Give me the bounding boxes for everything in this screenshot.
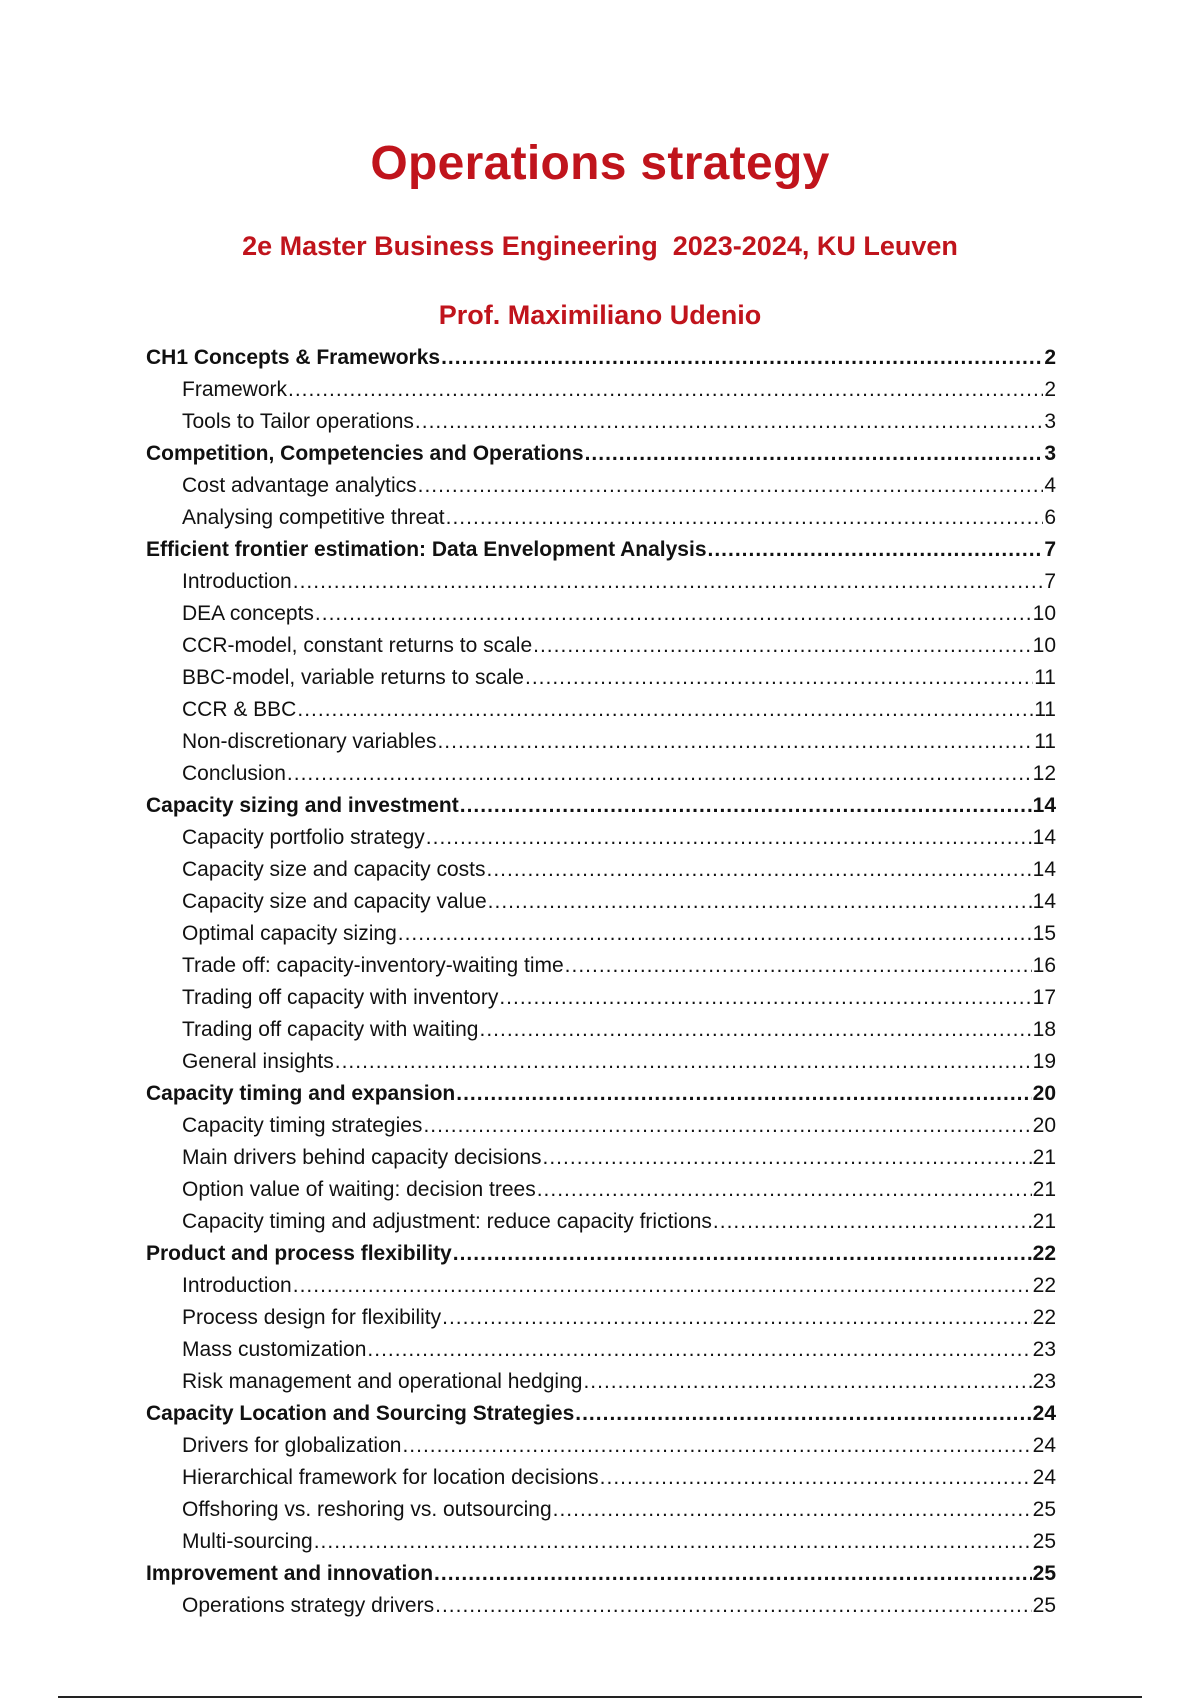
toc-entry-page-number: 24 bbox=[1032, 1434, 1056, 1457]
toc-leader-dots bbox=[713, 1206, 1032, 1238]
toc-leader-dots bbox=[415, 406, 1043, 438]
toc-chapter-entry[interactable] bbox=[146, 1078, 1056, 1110]
toc-entry-page-number: 18 bbox=[1032, 1018, 1056, 1041]
toc-entry-label: Introduction bbox=[182, 1274, 292, 1297]
document-author: Prof. Maximiliano Udenio bbox=[438, 300, 762, 330]
toc-section-entry[interactable] bbox=[146, 694, 1056, 726]
toc-section-entry[interactable] bbox=[146, 822, 1056, 854]
toc-entry-label: Improvement and innovation bbox=[146, 1562, 434, 1585]
table-of-contents bbox=[146, 342, 1056, 1622]
toc-entry-label: Drivers for globalization bbox=[182, 1434, 402, 1457]
toc-section-entry[interactable] bbox=[146, 854, 1056, 886]
toc-chapter-entry[interactable] bbox=[146, 1238, 1056, 1270]
toc-leader-dots bbox=[575, 1398, 1031, 1430]
toc-entry-label: Cost advantage analytics bbox=[182, 474, 417, 497]
toc-leader-dots bbox=[499, 982, 1031, 1014]
toc-section-entry[interactable] bbox=[146, 1366, 1056, 1398]
toc-entry-label: Mass customization bbox=[182, 1338, 367, 1361]
toc-entry-page-number: 4 bbox=[1044, 474, 1056, 497]
toc-leader-dots bbox=[293, 566, 1044, 598]
toc-leader-dots bbox=[287, 758, 1032, 790]
toc-section-entry[interactable] bbox=[146, 1174, 1056, 1206]
toc-entry-label: Process design for flexibility bbox=[182, 1306, 442, 1329]
toc-leader-dots bbox=[525, 662, 1033, 694]
toc-entry-label: Operations strategy drivers bbox=[182, 1594, 435, 1617]
toc-section-entry[interactable] bbox=[146, 950, 1056, 982]
toc-entry-label: Product and process flexibility bbox=[146, 1242, 452, 1265]
toc-entry-label: Main drivers behind capacity decisions bbox=[182, 1146, 542, 1169]
toc-entry-label: Optimal capacity sizing bbox=[182, 922, 397, 945]
toc-entry-page-number: 21 bbox=[1032, 1178, 1056, 1201]
toc-entry-page-number: 6 bbox=[1044, 506, 1056, 529]
toc-leader-dots bbox=[426, 822, 1032, 854]
toc-entry-page-number: 10 bbox=[1032, 602, 1056, 625]
document-title: Operations strategy bbox=[370, 137, 830, 190]
toc-leader-dots bbox=[488, 886, 1032, 918]
toc-entry-label: Introduction bbox=[182, 570, 292, 593]
toc-entry-page-number: 25 bbox=[1032, 1562, 1056, 1585]
toc-section-entry[interactable] bbox=[146, 662, 1056, 694]
toc-section-entry[interactable] bbox=[146, 406, 1056, 438]
toc-chapter-entry[interactable] bbox=[146, 342, 1056, 374]
toc-entry-page-number: 14 bbox=[1032, 794, 1056, 817]
toc-entry-label: Option value of waiting: decision trees bbox=[182, 1178, 536, 1201]
toc-entry-label: Trading off capacity with waiting bbox=[182, 1018, 479, 1041]
toc-leader-dots bbox=[315, 598, 1032, 630]
toc-entry-label: CH1 Concepts & Frameworks bbox=[146, 346, 441, 369]
toc-section-entry[interactable] bbox=[146, 1430, 1056, 1462]
toc-entry-page-number: 20 bbox=[1032, 1082, 1056, 1105]
toc-section-entry[interactable] bbox=[146, 1014, 1056, 1046]
toc-leader-dots bbox=[288, 374, 1043, 406]
toc-entry-page-number: 19 bbox=[1032, 1050, 1056, 1073]
bottom-divider bbox=[58, 1696, 1142, 1698]
toc-entry-label: CCR & BBC bbox=[182, 698, 297, 721]
toc-entry-page-number: 25 bbox=[1032, 1498, 1056, 1521]
toc-entry-page-number: 22 bbox=[1032, 1242, 1056, 1265]
toc-leader-dots bbox=[441, 342, 1043, 374]
toc-leader-dots bbox=[533, 630, 1032, 662]
toc-entry-page-number: 23 bbox=[1032, 1370, 1056, 1393]
toc-entry-page-number: 14 bbox=[1032, 890, 1056, 913]
toc-entry-label: CCR-model, constant returns to scale bbox=[182, 634, 533, 657]
toc-leader-dots bbox=[335, 1046, 1032, 1078]
toc-section-entry[interactable] bbox=[146, 470, 1056, 502]
toc-entry-page-number: 24 bbox=[1032, 1466, 1056, 1489]
toc-entry-label: Offshoring vs. reshoring vs. outsourcing bbox=[182, 1498, 552, 1521]
toc-entry-label: Competition, Competencies and Operations bbox=[146, 442, 584, 465]
toc-leader-dots bbox=[398, 918, 1032, 950]
toc-entry-label: Risk management and operational hedging bbox=[182, 1370, 583, 1393]
toc-entry-page-number: 11 bbox=[1034, 666, 1056, 689]
toc-entry-page-number: 16 bbox=[1032, 954, 1056, 977]
toc-entry-label: Tools to Tailor operations bbox=[182, 410, 414, 433]
toc-section-entry[interactable] bbox=[146, 566, 1056, 598]
toc-entry-page-number: 7 bbox=[1044, 570, 1056, 593]
toc-section-entry[interactable] bbox=[146, 1270, 1056, 1302]
toc-leader-dots bbox=[442, 1302, 1032, 1334]
toc-section-entry[interactable] bbox=[146, 1110, 1056, 1142]
toc-entry-label: DEA concepts bbox=[182, 602, 314, 625]
toc-leader-dots bbox=[297, 694, 1033, 726]
toc-leader-dots bbox=[434, 1558, 1032, 1590]
toc-entry-page-number: 2 bbox=[1044, 346, 1056, 369]
toc-entry-page-number: 10 bbox=[1032, 634, 1056, 657]
toc-entry-label: Hierarchical framework for location decisions bbox=[182, 1466, 599, 1489]
toc-entry-label: Efficient frontier estimation: Data Envelopment Analysis bbox=[146, 538, 707, 561]
toc-entry-page-number: 11 bbox=[1034, 730, 1056, 753]
toc-entry-label: Trade off: capacity-inventory-waiting time bbox=[182, 954, 564, 977]
toc-entry-label: Capacity Location and Sourcing Strategies bbox=[146, 1402, 575, 1425]
toc-entry-label: Multi-sourcing bbox=[182, 1530, 313, 1553]
toc-entry-label: Conclusion bbox=[182, 762, 286, 785]
toc-section-entry[interactable] bbox=[146, 1206, 1056, 1238]
toc-entry-label: General insights bbox=[182, 1050, 334, 1073]
toc-entry-label: Trading off capacity with inventory bbox=[182, 986, 499, 1009]
toc-chapter-entry[interactable] bbox=[146, 790, 1056, 822]
toc-section-entry[interactable] bbox=[146, 1046, 1056, 1078]
toc-entry-label: Framework bbox=[182, 378, 288, 401]
toc-entry-label: Capacity size and capacity costs bbox=[182, 858, 486, 881]
toc-leader-dots bbox=[367, 1334, 1031, 1366]
toc-entry-page-number: 20 bbox=[1032, 1114, 1056, 1137]
toc-leader-dots bbox=[437, 726, 1033, 758]
document-subtitle: 2e Master Business Engineering 2023-2024, KU Leuven bbox=[242, 231, 958, 261]
toc-chapter-entry[interactable] bbox=[146, 438, 1056, 470]
toc-section-entry[interactable] bbox=[146, 1462, 1056, 1494]
toc-entry-label: Non-discretionary variables bbox=[182, 730, 437, 753]
toc-entry-label: Capacity portfolio strategy bbox=[182, 826, 425, 849]
toc-leader-dots bbox=[453, 1238, 1032, 1270]
toc-leader-dots bbox=[314, 1526, 1032, 1558]
toc-leader-dots bbox=[537, 1174, 1032, 1206]
toc-leader-dots bbox=[565, 950, 1032, 982]
toc-leader-dots bbox=[423, 1110, 1031, 1142]
toc-leader-dots bbox=[479, 1014, 1031, 1046]
toc-section-entry[interactable] bbox=[146, 374, 1056, 406]
toc-leader-dots bbox=[446, 502, 1044, 534]
toc-entry-page-number: 22 bbox=[1032, 1306, 1056, 1329]
toc-entry-label: Capacity timing and expansion bbox=[146, 1082, 456, 1105]
toc-entry-page-number: 24 bbox=[1032, 1402, 1056, 1425]
toc-section-entry[interactable] bbox=[146, 1526, 1056, 1558]
toc-entry-page-number: 3 bbox=[1044, 442, 1056, 465]
toc-leader-dots bbox=[435, 1590, 1032, 1622]
toc-leader-dots bbox=[585, 438, 1044, 470]
toc-entry-label: Capacity size and capacity value bbox=[182, 890, 487, 913]
toc-section-entry[interactable] bbox=[146, 1334, 1056, 1366]
toc-section-entry[interactable] bbox=[146, 982, 1056, 1014]
toc-section-entry[interactable] bbox=[146, 502, 1056, 534]
toc-section-entry[interactable] bbox=[146, 918, 1056, 950]
toc-chapter-entry[interactable] bbox=[146, 1558, 1056, 1590]
toc-leader-dots bbox=[543, 1142, 1032, 1174]
toc-entry-page-number: 14 bbox=[1032, 858, 1056, 881]
toc-section-entry[interactable] bbox=[146, 630, 1056, 662]
toc-entry-label: Capacity timing and adjustment: reduce capacity frictions bbox=[182, 1210, 712, 1233]
toc-section-entry[interactable] bbox=[146, 758, 1056, 790]
toc-entry-page-number: 15 bbox=[1032, 922, 1056, 945]
toc-entry-page-number: 21 bbox=[1032, 1146, 1056, 1169]
toc-entry-page-number: 21 bbox=[1032, 1210, 1056, 1233]
toc-entry-label: Capacity sizing and investment bbox=[146, 794, 459, 817]
toc-entry-page-number: 12 bbox=[1032, 762, 1056, 785]
toc-leader-dots bbox=[293, 1270, 1032, 1302]
toc-section-entry[interactable] bbox=[146, 1494, 1056, 1526]
toc-entry-page-number: 2 bbox=[1044, 378, 1056, 401]
toc-entry-page-number: 25 bbox=[1032, 1530, 1056, 1553]
toc-leader-dots bbox=[486, 854, 1031, 886]
toc-section-entry[interactable] bbox=[146, 1590, 1056, 1622]
toc-leader-dots bbox=[456, 1078, 1031, 1110]
toc-section-entry[interactable] bbox=[146, 598, 1056, 630]
toc-leader-dots bbox=[553, 1494, 1032, 1526]
toc-section-entry[interactable] bbox=[146, 1142, 1056, 1174]
toc-leader-dots bbox=[600, 1462, 1032, 1494]
toc-section-entry[interactable] bbox=[146, 886, 1056, 918]
toc-leader-dots bbox=[708, 534, 1044, 566]
toc-section-entry[interactable] bbox=[146, 726, 1056, 758]
toc-entry-page-number: 25 bbox=[1032, 1594, 1056, 1617]
toc-entry-page-number: 23 bbox=[1032, 1338, 1056, 1361]
toc-entry-label: Capacity timing strategies bbox=[182, 1114, 423, 1137]
toc-entry-label: Analysing competitive threat bbox=[182, 506, 445, 529]
toc-leader-dots bbox=[583, 1366, 1031, 1398]
toc-entry-page-number: 17 bbox=[1032, 986, 1056, 1009]
toc-chapter-entry[interactable] bbox=[146, 1398, 1056, 1430]
toc-entry-page-number: 11 bbox=[1034, 698, 1056, 721]
toc-entry-page-number: 14 bbox=[1032, 826, 1056, 849]
toc-leader-dots bbox=[402, 1430, 1031, 1462]
toc-chapter-entry[interactable] bbox=[146, 534, 1056, 566]
toc-entry-label: BBC-model, variable returns to scale bbox=[182, 666, 524, 689]
toc-leader-dots bbox=[418, 470, 1044, 502]
toc-leader-dots bbox=[460, 790, 1032, 822]
toc-entry-page-number: 7 bbox=[1044, 538, 1056, 561]
toc-entry-page-number: 3 bbox=[1044, 410, 1056, 433]
toc-entry-page-number: 22 bbox=[1032, 1274, 1056, 1297]
toc-section-entry[interactable] bbox=[146, 1302, 1056, 1334]
